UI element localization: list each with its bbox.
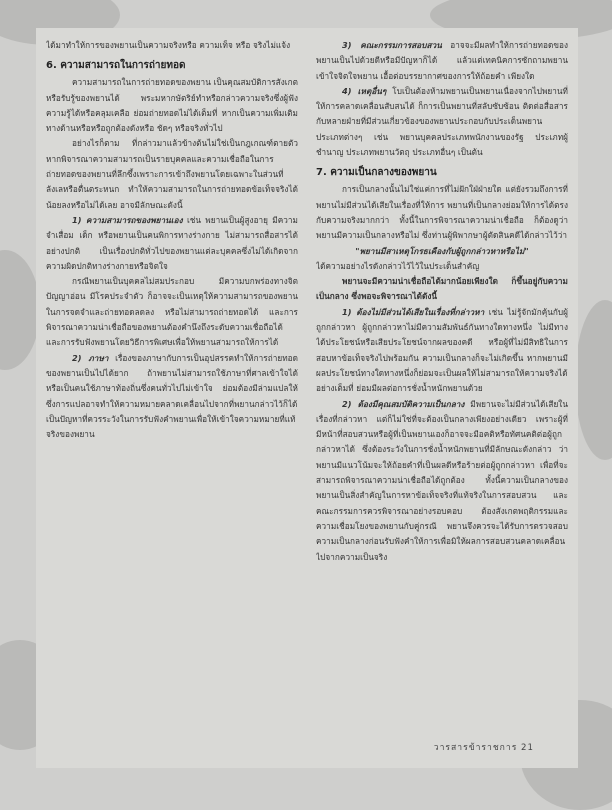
page-footer: วารสารข้าราชการ 21 bbox=[433, 743, 534, 753]
subsection-4-title: 4) เหตุอื่นๆ bbox=[342, 85, 387, 96]
subsection-5-text: เช่น ไม่รู้จักมักคุ้นกับผู้ถูกกล่าวหา ผู้ถูกกล่าวหาไม่มีความสัมพันธ์กันทางใดทางหนึ่ง ไม่มีทางได้ประโยชน์หรือเสียประโยชน์จากผลของคดี หรือผู้ที่ไม่มีสิทธิในการสอบหาข้อเท็จจริงไปพร้อมกัน ความเป็นกลางก็จะไม่เกิดขึ้น หากพยานมีผลประโยชน์ทางใดทางหนึ่งก็ย่อมจะเป็นผลให้ไม่สามารถให้ความจริงได้อย่างเต็มที่ ย่อมมีผลต่อการชั่งน้ำหนักพยานด้วย bbox=[316, 306, 568, 394]
section-6-paragraph-3: กรณีพยานเป็นบุคคลไม่สมประกอบ มีความบกพร่องทางจิต ปัญญาอ่อน มีโรคประจำตัว ก็อาจจะเป็นเหตุให้ความสามารถของพยานในการจดจำและถ่ายทอดลดลง หรือไม่สามารถถ่ายทอดได้ และการพิจารณาความน่าเชื่อถือของพยานต้องคำนึงถึงระดับความเชื่อถือได้ และการรับฟังพยานโดยวิธีการพิเศษเพื่อให้พยานสามารถให้การได้ bbox=[46, 276, 298, 348]
subsection-1-text: เช่น พยานเป็นผู้สูงอายุ มีความจำเสื่อม เด็ก หรือพยานเป็นคนพิการทางร่างกาย ไม่สามารถสื่อสารได้อย่างปกติ เป็นเรื่องปกติทั่วไปของพยานแต่ละบุคคลซึ่งไม่ได้เกิดจากความผิดปกติทางร่างกายหรือจิตใจ bbox=[46, 214, 298, 271]
left-column bbox=[46, 38, 298, 442]
subsection-6-title: 2) ต้องมีคุณสมบัติความเป็นกลาง bbox=[342, 398, 465, 409]
subsection-2 bbox=[46, 351, 298, 443]
subsection-5 bbox=[316, 305, 568, 397]
section-7-heading: 7. ความเป็นกลางของพยาน bbox=[316, 167, 437, 179]
quote-line: "พยานมีสาเหตุโกรธเคืองกับผู้ถูกกล่าวหาหรือไม่" bbox=[355, 245, 529, 256]
subsection-1-title: 1) ความสามารถของพยานเอง bbox=[72, 214, 183, 225]
subsection-4-text: โบเป็นต้องห้ามพยานเป็นพยานเนื่องจากไปพยานที่ให้การคลาดเคลื่อนสับสนได้ ก็การเป็นพยานที่สลับซับซ้อน ติดต่อสื่อสารกับหลายฝ่ายที่มีส่วนเกี่ยวข้องของพยานประกอบกับประเด็นพยานประเภทต่างๆ เช่น พยานบุคคลประเภทพนักงานของรัฐ ประเภทผู้ชำนาญ ประเภทพยานวัตถุ ประเภทอื่นๆ เป็นต้น bbox=[316, 85, 568, 158]
section-7-paragraph-1: การเป็นกลางนั้นไม่ใช่แค่การที่ไม่ฝักใฝ่ฝ่ายใด แต่ยังรวมถึงการที่พยานไม่มีส่วนได้เสียในเรื่องที่ให้การ พยานที่เป็นกลางย่อมให้การได้ตรงกับความจริงมากกว่า ทั้งนี้ในการพิจารณาความน่าเชื่อถือ ก็ต้องดูว่าพยานมีความเป็นกลางหรือไม่ ซึ่งท่านผู้พิพากษาผู้ตัดสินคดีได้กล่าวไว้ว่า bbox=[316, 184, 568, 241]
magazine-page bbox=[36, 28, 578, 768]
section-6-paragraph-2: อย่างไรก็ตาม ที่กล่าวมาแล้วข้างต้นไม่ใช่เป็นกฎเกณฑ์ตายตัว หากพิจารณาความสามารถเป็นรายบุคคลและความเชื่อถือในการถ่ายทอดของพยานที่ลึกซึ้งเพราะการเข้าถึงพยานโดยเฉพาะในส่วนที่ลังเลหรือตื่นตระหนก ทำให้ความสามารถในการถ่ายทอดข้อเท็จจริงได้น้อยลงหรือไม่ได้เลย อาจมีลักษณะดังนี้ bbox=[46, 138, 298, 210]
bold-paragraph: พยานจะมีความน่าเชื่อถือได้มากน้อยเพียงใด ก็ขึ้นอยู่กับความเป็นกลาง ซึ่งพอจะพิจารณาได้ดังนี้ bbox=[316, 276, 568, 302]
right-column bbox=[316, 38, 568, 565]
section-6-paragraph-1: ความสามารถในการถ่ายทอดของพยาน เป็นคุณสมบัติการสังเกตหรือรับรู้ของพยานได้ พระมหากษัตริย์ทำหรือกล่าวความจริงซึ่งผู้ฟังความรู้ได้หรือคลุมเคลือ ย่อมถ่ายทอดไม่ได้เต็มที่ หากเป็นความเพิ่มเติมทางด้านหรือหรือถูกต้องดังหรือ ชัดๆ หรือจริงทั่วไป bbox=[46, 77, 298, 134]
section-6-heading: 6. ความสามารถในการถ่ายทอด bbox=[46, 60, 186, 72]
subsection-2-text: เรื่องของภาษากับการเป็นอุปสรรคทำให้การถ่ายทอดของพยานเป็นไปได้ยาก ถ้าพยานไม่สามารถใช้ภาษาที่ศาลเข้าใจได้ หรือเป็นคนใช้ภาษาท้องถิ่นซึ่งคนทั่วไปไม่เข้าใจ ย่อมต้องมีล่ามแปลให้ ซึ่งการแปลอาจทำให้ความหมายคลาดเคลื่อนไปจากที่พยานกล่าวไว้ก็ได้ เป็นปัญหาที่ควรระวังในการรับฟังคำพยานเพื่อให้เข้าใจความหมายที่แท้จริงของพยาน bbox=[46, 352, 298, 440]
subsection-5-title: 1) ต้องไม่มีส่วนได้เสียในเรื่องที่กล่าวหา bbox=[342, 306, 485, 317]
subsection-6-text: มีพยานจะไม่มีส่วนได้เสียในเรื่องที่กล่าวหา แต่ก็ไม่ใช่ที่จะต้องเป็นกลางเพียงอย่างเดียว เพราะผู้ที่มีหน้าที่สอบสวนหรือผู้ที่เป็นพยานเองก็อาจจะมีอคติหรือทัศนคติต่อผู้ถูกกล่าวหาได้ ซึ่งต้องระวังในการชั่งน้ำหนักพยานที่มีลักษณะดังกล่าว ว่าพยานมีแนวโน้มจะให้ถ้อยคำที่เป็นผลดีหรือร้ายต่อผู้ถูกกล่าวหา เพื่อที่จะสามารถพิจารณาความน่าเชื่อถือได้ถูกต้อง ทั้งนี้ความเป็นกลางของพยานเป็นสิ่งสำคัญในการหาข้อเท็จจริงที่แท้จริงในการสอบสวน และคณะกรรมการควรพิจารณาอย่างรอบคอบ ต้องสังเกตพฤติกรรมและความเชื่อมโยงของพยานกับคู่กรณี พยานจึงควรจะได้รับการตรวจสอบความเป็นกลางก่อนรับฟังคำให้การเพื่อมิให้ผลการสอบสวนคลาดเคลื่อนไปจากความเป็นจริง bbox=[316, 398, 568, 562]
subsection-2-title: 2) ภาษา bbox=[72, 352, 109, 363]
subsection-1 bbox=[46, 213, 298, 274]
subsection-3-text: อาจจะมีผลทำให้การถ่ายทอดของพยานเป็นไปด้วยดีหรือมีปัญหาก็ได้ แล้วแต่เทคนิคการซักถามพยาน เข้าใจจิตใจพยาน เอื้อต่อบรรยากาศของการให้ถ้อยคำ เพียงใด bbox=[316, 40, 568, 81]
section-7-paragraph-2: ได้ความอย่างไรดังกล่าวไว้ไว้ในประเด็นสำคัญ bbox=[316, 260, 480, 271]
subsection-4 bbox=[316, 84, 568, 160]
subsection-3-title: 3) คณะกรรมการสอบสวน bbox=[342, 40, 442, 50]
subsection-6 bbox=[316, 397, 568, 565]
intro-paragraph: ได้มาทำให้การของพยานเป็นความจริงหรือ ความเท็จ หรือ จริงไม่แจ้ง bbox=[46, 40, 291, 50]
subsection-3 bbox=[316, 38, 568, 84]
